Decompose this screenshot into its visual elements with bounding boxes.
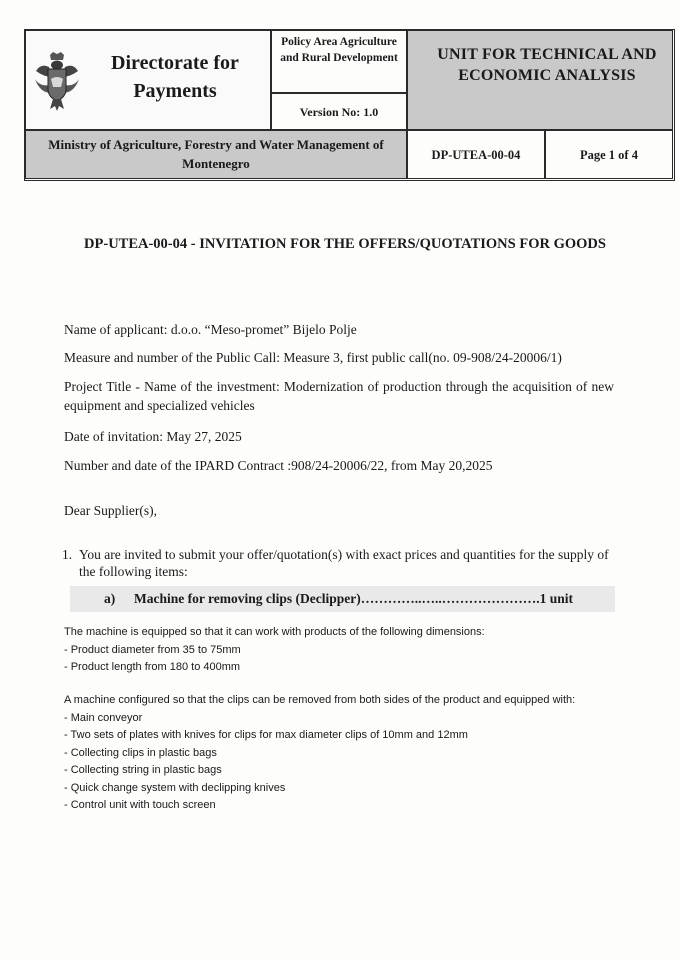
list-item: - Main conveyor: [64, 711, 143, 724]
version-cell: Version No: 1.0: [271, 93, 407, 130]
greeting: Dear Supplier(s),: [64, 503, 157, 518]
project-title-field: Project Title - Name of the investment: Modernization of production through the acquisition of new equipment and specialized vehicles: [64, 379, 614, 413]
montenegro-coat-of-arms-icon: [32, 51, 82, 113]
list-item: - Product diameter from 35 to 75mm: [64, 643, 241, 656]
directorate-cell: [25, 30, 271, 130]
item-a-text: Machine for removing clips (Declipper)…………..…..………………….1 unit: [134, 591, 573, 606]
ministry-cell: Ministry of Agriculture, Forestry and Water Management of Montenegro: [25, 130, 407, 179]
list-item: [62, 546, 617, 580]
list-item: - Collecting clips in plastic bags: [64, 746, 217, 759]
list-item: - Two sets of plates with knives for clips for max diameter clips of 10mm and 12mm: [64, 729, 468, 741]
item-a-row: [70, 586, 615, 612]
header-table: [24, 29, 675, 181]
dimensions-intro: The machine is equipped so that it can work with products of the following dimensions:: [64, 626, 485, 638]
configuration-section: [64, 692, 624, 815]
invitation-date-field: Date of invitation: May 27, 2025: [64, 429, 242, 444]
configuration-intro: A machine configured so that the clips can be removed from both sides of the product and equipped with:: [64, 694, 576, 706]
list-item: - Product length from 180 to 400mm: [64, 661, 241, 673]
unit-cell: UNIT FOR TECHNICAL AND ECONOMIC ANALYSIS: [407, 30, 673, 130]
list-item: - Control unit with touch screen: [64, 799, 216, 811]
policy-area-cell: Policy Area Agriculture and Rural Development: [271, 30, 407, 93]
item-a-label: a): [104, 591, 116, 606]
list-text: You are invited to submit your offer/quotation(s) with exact prices and quantities for the supply of the following items:: [79, 547, 609, 579]
ipard-contract-field: Number and date of the IPARD Contract :908/24-20006/22, from May 20,2025: [64, 458, 493, 473]
list-item: - Quick change system with declipping knives: [64, 781, 286, 794]
list-number: 1.: [62, 547, 73, 562]
directorate-title: Directorate for Payments: [111, 52, 239, 102]
document-title: DP-UTEA-00-04 - INVITATION FOR THE OFFERS/QUOTATIONS FOR GOODS: [84, 236, 606, 252]
applicant-field: Name of applicant: d.o.o. “Meso-promet” Bijelo Polje: [64, 322, 357, 337]
public-call-field: Measure and number of the Public Call: Measure 3, first public call(no. 09-908/24-20006/1): [64, 350, 562, 365]
dimensions-section: [64, 624, 624, 677]
list-item: - Collecting string in plastic bags: [64, 764, 222, 776]
document-code-cell: DP-UTEA-00-04: [407, 130, 545, 179]
page-number-cell: Page 1 of 4: [545, 130, 673, 179]
